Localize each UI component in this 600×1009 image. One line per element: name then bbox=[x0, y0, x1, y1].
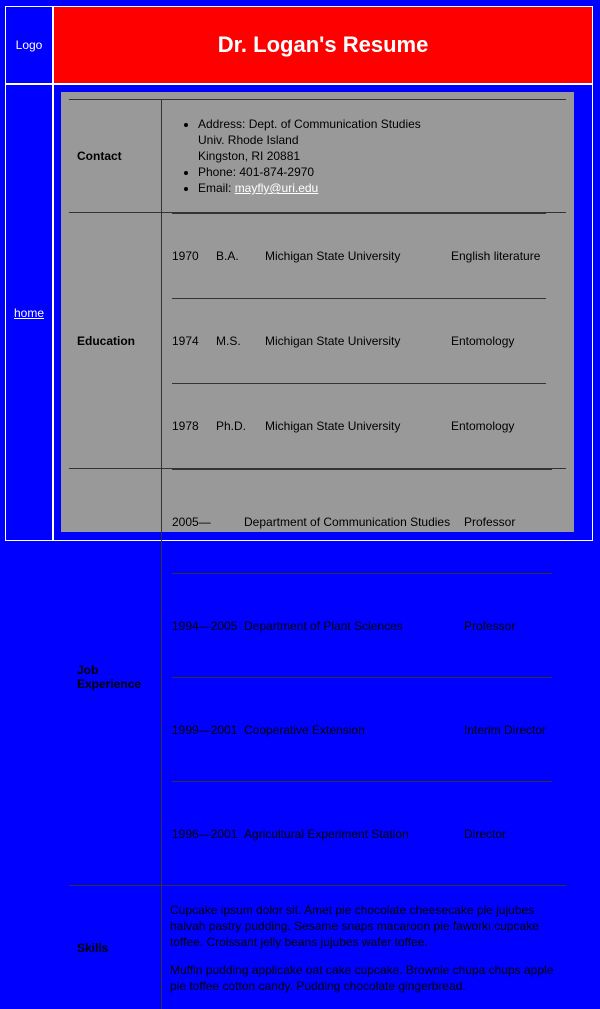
job-table bbox=[172, 469, 552, 885]
header bbox=[53, 6, 593, 84]
sidebar-nav bbox=[5, 84, 53, 541]
address-prefix: Address: bbox=[198, 117, 245, 131]
job-years: 1994—2005 bbox=[172, 574, 244, 678]
education-degree: Ph.D. bbox=[216, 384, 265, 469]
education-field: Entomology bbox=[451, 299, 546, 384]
skills-row bbox=[69, 886, 566, 1009]
education-school: Michigan State University bbox=[265, 384, 451, 469]
job-title: Professor bbox=[464, 470, 552, 574]
education-field: English literature bbox=[451, 214, 546, 299]
contact-phone: • Phone: 401-874-2970 bbox=[198, 164, 558, 180]
contact-list bbox=[170, 116, 558, 196]
job-body bbox=[162, 469, 567, 886]
education-year: 1970 bbox=[172, 214, 216, 299]
email-prefix: Email: bbox=[198, 181, 231, 195]
resume-table bbox=[69, 99, 566, 1009]
education-table bbox=[172, 213, 546, 468]
education-body bbox=[162, 213, 567, 469]
address-line-2: Univ. Rhode Island bbox=[198, 133, 299, 147]
education-year: 1974 bbox=[172, 299, 216, 384]
skills-paragraph: Cupcake ipsum dolor sit. Amet pie chocolate cheesecake pie jujubes halvah pastry pudding. Sesame snaps macaroon pie faworki cupcake toffee. Croissant jelly beans jujubes wafer toffee. bbox=[170, 902, 558, 950]
education-school: Michigan State University bbox=[265, 214, 451, 299]
job-row bbox=[69, 469, 566, 886]
education-item bbox=[172, 299, 546, 384]
job-item bbox=[172, 574, 552, 678]
address-line-1: Dept. of Communication Studies bbox=[249, 117, 421, 131]
education-label: Education bbox=[69, 213, 162, 469]
job-title: Interim Director bbox=[464, 678, 552, 782]
job-years: 1999—2001 bbox=[172, 678, 244, 782]
page-title: Dr. Logan's Resume bbox=[218, 32, 429, 58]
home-link[interactable]: home bbox=[14, 306, 44, 320]
skills-paragraph: Muffin pudding applicake oat cake cupcake. Brownie chupa chups apple pie toffee cotton candy. Pudding chocolate gingerbread. bbox=[170, 962, 558, 994]
resume-panel bbox=[61, 92, 574, 532]
logo: Logo bbox=[16, 38, 43, 52]
job-department: Department of Plant Sciences bbox=[244, 574, 464, 678]
job-department: Department of Communication Studies bbox=[244, 470, 464, 574]
education-row bbox=[69, 213, 566, 469]
contact-row bbox=[69, 100, 566, 213]
education-item bbox=[172, 384, 546, 469]
job-title: Director bbox=[464, 782, 552, 886]
job-item bbox=[172, 678, 552, 782]
email-link[interactable]: mayfly@uri.edu bbox=[235, 181, 319, 195]
job-years: 2005— bbox=[172, 470, 244, 574]
contact-label: Contact bbox=[69, 100, 162, 213]
contact-address bbox=[198, 116, 558, 164]
education-degree: M.S. bbox=[216, 299, 265, 384]
job-title: Professor bbox=[464, 574, 552, 678]
job-item bbox=[172, 782, 552, 886]
address-line-3: Kingston, RI 20881 bbox=[198, 149, 300, 163]
education-year: 1978 bbox=[172, 384, 216, 469]
contact-body bbox=[162, 100, 567, 213]
job-years: 1996—2001 bbox=[172, 782, 244, 886]
contact-email bbox=[198, 180, 558, 196]
job-label: Job Experience bbox=[69, 469, 162, 886]
job-item bbox=[172, 470, 552, 574]
education-item bbox=[172, 214, 546, 299]
skills-label: Skills bbox=[69, 886, 162, 1009]
skills-body bbox=[162, 886, 567, 1009]
job-department: Cooperative Extension bbox=[244, 678, 464, 782]
job-department: Agricultural Experiment Station bbox=[244, 782, 464, 886]
education-field: Entomology bbox=[451, 384, 546, 469]
education-degree: B.A. bbox=[216, 214, 265, 299]
education-school: Michigan State University bbox=[265, 299, 451, 384]
logo-cell bbox=[5, 6, 53, 84]
